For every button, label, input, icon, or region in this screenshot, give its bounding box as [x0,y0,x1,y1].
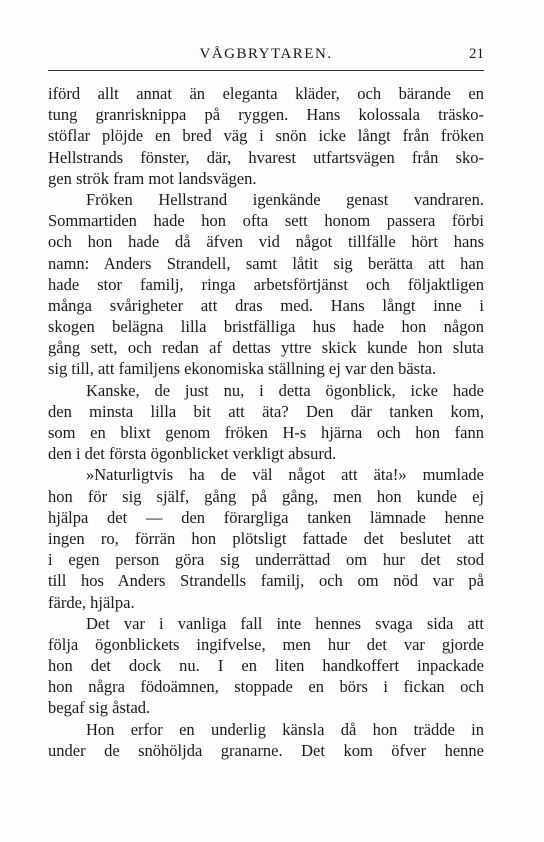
text-line: gen strök fram mot landsvägen. [48,168,257,188]
text-line: hon det dock nu. I en liten handkoffert inpackade [48,656,484,676]
header-rule [48,70,484,71]
text-line: skogen belägna lilla bristfälliga hus hade hon någon [48,317,484,337]
text-line: gång sett, och redan af dettas yttre skick kunde hon sluta [48,338,484,358]
page-number: 21 [469,46,484,62]
text-line: Hellstrands fönster, där, hvarest utfartsvägen från sko- [48,147,484,167]
text-line: färde, hjälpa. [48,592,135,612]
text-line: ingen ro, förrän hon plötsligt fattade det beslutet att [48,528,484,548]
text-line: sig till, att familjens ekonomiska ställning ej var den bästa. [48,359,437,379]
text-line: och hon hade då äfven vid något tillfälle hört hans [48,232,484,252]
running-title: VÅGBRYTAREN. [199,46,333,62]
text-line: som en blixt genom fröken H-s hjärna och hon fann [48,423,484,442]
text-line: hade stor familj, ringa arbetsförtjänst och följaktligen [48,274,484,294]
text-line: till hos Anders Strandells familj, och om nöd var på [48,571,484,591]
text-line: stöflar plöjde en bred väg i snön icke långt från fröken [48,126,484,146]
page-header [48,44,484,66]
text-line: den minsta lilla bit att äta? Den där tanken kom, [48,401,484,421]
text-line: Sommartiden hade hon ofta sett honom passera förbi [48,211,484,231]
text-line: tung granrisknippa på ryggen. Hans kolossala träsko- [48,105,484,125]
text-line: i egen person göra sig underrättad om hur det stod [48,550,484,570]
text-line: namn: Anders Strandell, samt låtit sig berätta att han [48,253,484,273]
text-line: Kanske, de just nu, i detta ögonblick, icke hade [86,380,484,400]
text-line: hon några födoämnen, stoppade en börs i fickan och [48,677,484,697]
text-line: många svårigheter att dras med. Hans långt inne i [48,295,484,315]
text-line: följa ögonblickets ingifvelse, men hur det var gjorde [48,634,484,654]
text-line: Det var i vanliga fall inte hennes svaga sida att [86,613,484,633]
body-text [48,83,484,761]
text-line: begaf sig åstad. [48,698,151,718]
text-line: »Naturligtvis ha de väl något att äta!» mumlade [86,465,484,485]
text-line: Fröken Hellstrand igenkände genast vandraren. [86,189,484,209]
text-line: Hon erfor en underlig känsla då hon trädde in [86,719,484,739]
text-line: hjälpa det — den förargliga tanken lämnade henne [48,507,484,527]
text-line: under de snöhöljda granarne. Det kom öfver henne [48,740,484,760]
text-line: iförd allt annat än eleganta kläder, och bärande en [48,84,484,103]
text-line: den i det första ögonblicket verkligt absurd. [48,444,337,464]
text-line: hon för sig själf, gång på gång, men hon kunde ej [48,486,484,506]
